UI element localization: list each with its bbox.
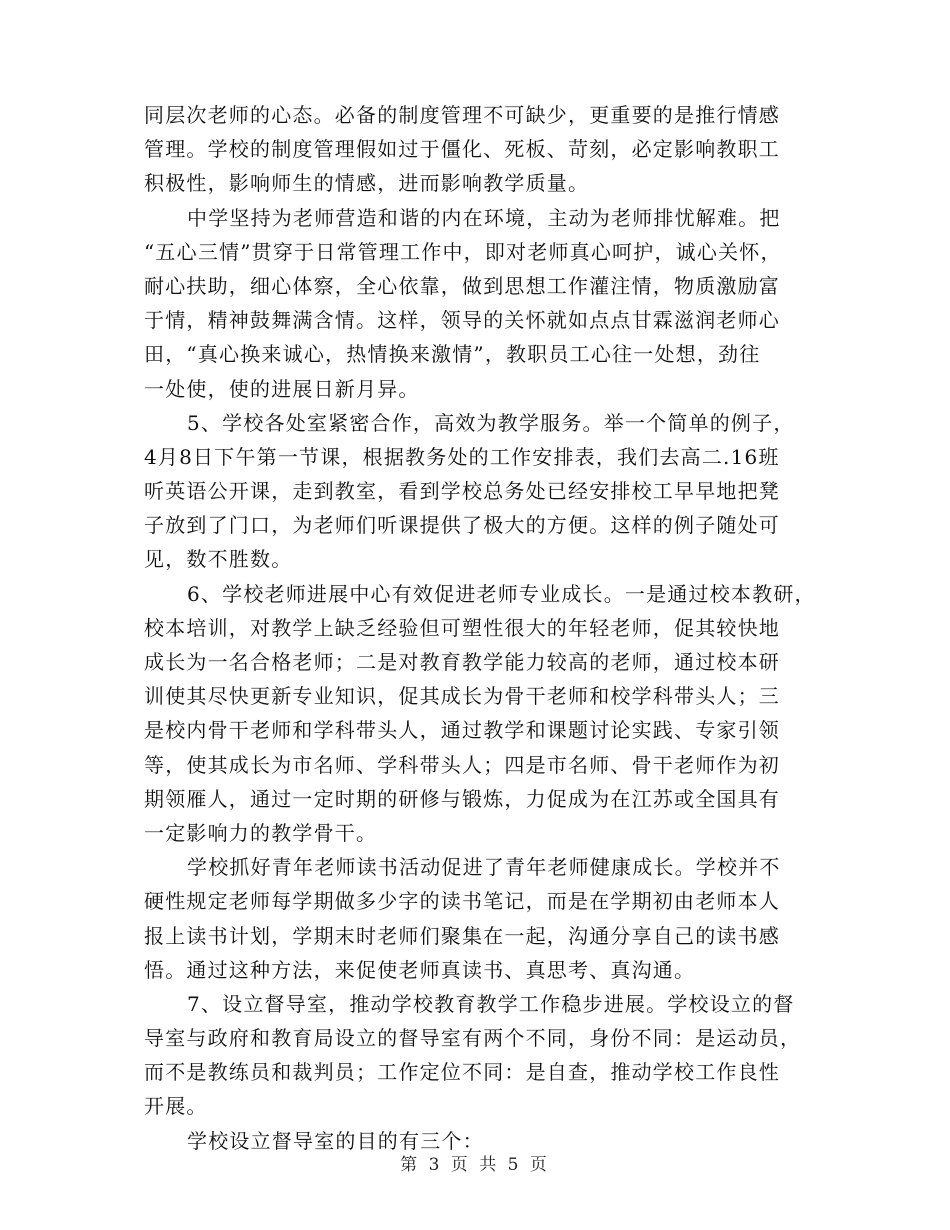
text-line: 同层次老师的心态。必备的制度管理不可缺少，更重要的是推行情感 xyxy=(144,103,780,127)
text-line: 期领雁人，通过一定时期的研修与锻炼，力促成为在江苏或全国具有 xyxy=(144,786,780,811)
text-line: 5、学校各处室紧密合作，高效为教学服务。举一个简单的例子， xyxy=(187,410,795,435)
text-line: 学校抓好青年老师读书活动促进了青年老师健康成长。学校并不 xyxy=(187,855,781,880)
text-line: 导室与政府和教育局设立的督导室有两个不同，身份不同：是运动员， xyxy=(144,1026,802,1051)
text-line: 子放到了门口，为老师们听课提供了极大的方便。这样的例子随处可 xyxy=(144,513,780,538)
text-line: 于情，精神鼓舞满含情。这样，领导的关怀就如点点甘霖滋润老师心 xyxy=(144,308,780,333)
text-line: 悟。通过这种方法，来促使老师真读书、真思考、真沟通。 xyxy=(144,957,696,982)
text-line: 一处使，使的进展日新月异。 xyxy=(144,376,420,401)
page-footer: 第 3 页 共 5 页 xyxy=(400,1155,550,1175)
text-line: 管理。学校的制度管理假如过于僵化、死板、苛刻，必定影响教职工 xyxy=(144,137,780,162)
text-line: “五心三情”贯穿于日常管理工作中，即对老师真心呵护，诚心关怀， xyxy=(144,239,782,264)
text-line: 硬性规定老师每学期做多少字的读书笔记，而是在学期初由老师本人 xyxy=(144,889,780,914)
text-line: 训使其尽快更新专业知识，促其成长为骨干老师和校学科带头人；三 xyxy=(144,684,780,709)
document-body xyxy=(144,98,834,1158)
text-line: 积极性，影响师生的情感，进而影响教学质量。 xyxy=(144,171,590,196)
text-line: 成长为一名合格老师；二是对教育教学能力较高的老师，通过校本研 xyxy=(144,650,780,674)
text-line: 7、设立督导室，推动学校教育教学工作稳步进展。学校设立的督 xyxy=(187,991,795,1016)
text-line: 一定影响力的教学骨干。 xyxy=(144,820,378,845)
text-line: 等，使其成长为市名师、学科带头人；四是市名师、骨干老师作为初 xyxy=(144,752,780,777)
text-line: 校本培训，对教学上缺乏经验但可塑性很大的年轻老师，促其较快地 xyxy=(144,615,780,640)
text-line: 耐心扶助，细心体察，全心依靠，做到思想工作灌注情，物质激励富 xyxy=(144,273,780,298)
text-line: 是校内骨干老师和学科带头人，通过教学和课题讨论实践、专家引领 xyxy=(144,718,780,743)
text-line: 中学坚持为老师营造和谐的内在环境，主动为老师排忧解难。把 xyxy=(187,205,781,230)
text-line: 听英语公开课，走到教室，看到学校总务处已经安排校工早早地把凳 xyxy=(144,479,780,504)
text-line: 6、学校老师进展中心有效促进老师专业成长。一是通过校本教研， xyxy=(187,581,816,606)
text-line: 见，数不胜数。 xyxy=(144,547,293,572)
text-line: 开展。 xyxy=(144,1094,208,1119)
text-line: 学校设立督导室的目的有三个： xyxy=(187,1128,484,1153)
text-line: 而不是教练员和裁判员；工作定位不同：是自查，推动学校工作良性 xyxy=(144,1060,780,1085)
text-line: 4月8日下午第一节课，根据教务处的工作安排表，我们去高二.16班 xyxy=(144,444,780,469)
text-line: 报上读书计划，学期末时老师们聚集在一起，沟通分享自己的读书感 xyxy=(144,923,780,948)
text-line: 田，“真心换来诚心，热情换来激情”，教职员工心往一处想，劲往 xyxy=(144,342,761,367)
